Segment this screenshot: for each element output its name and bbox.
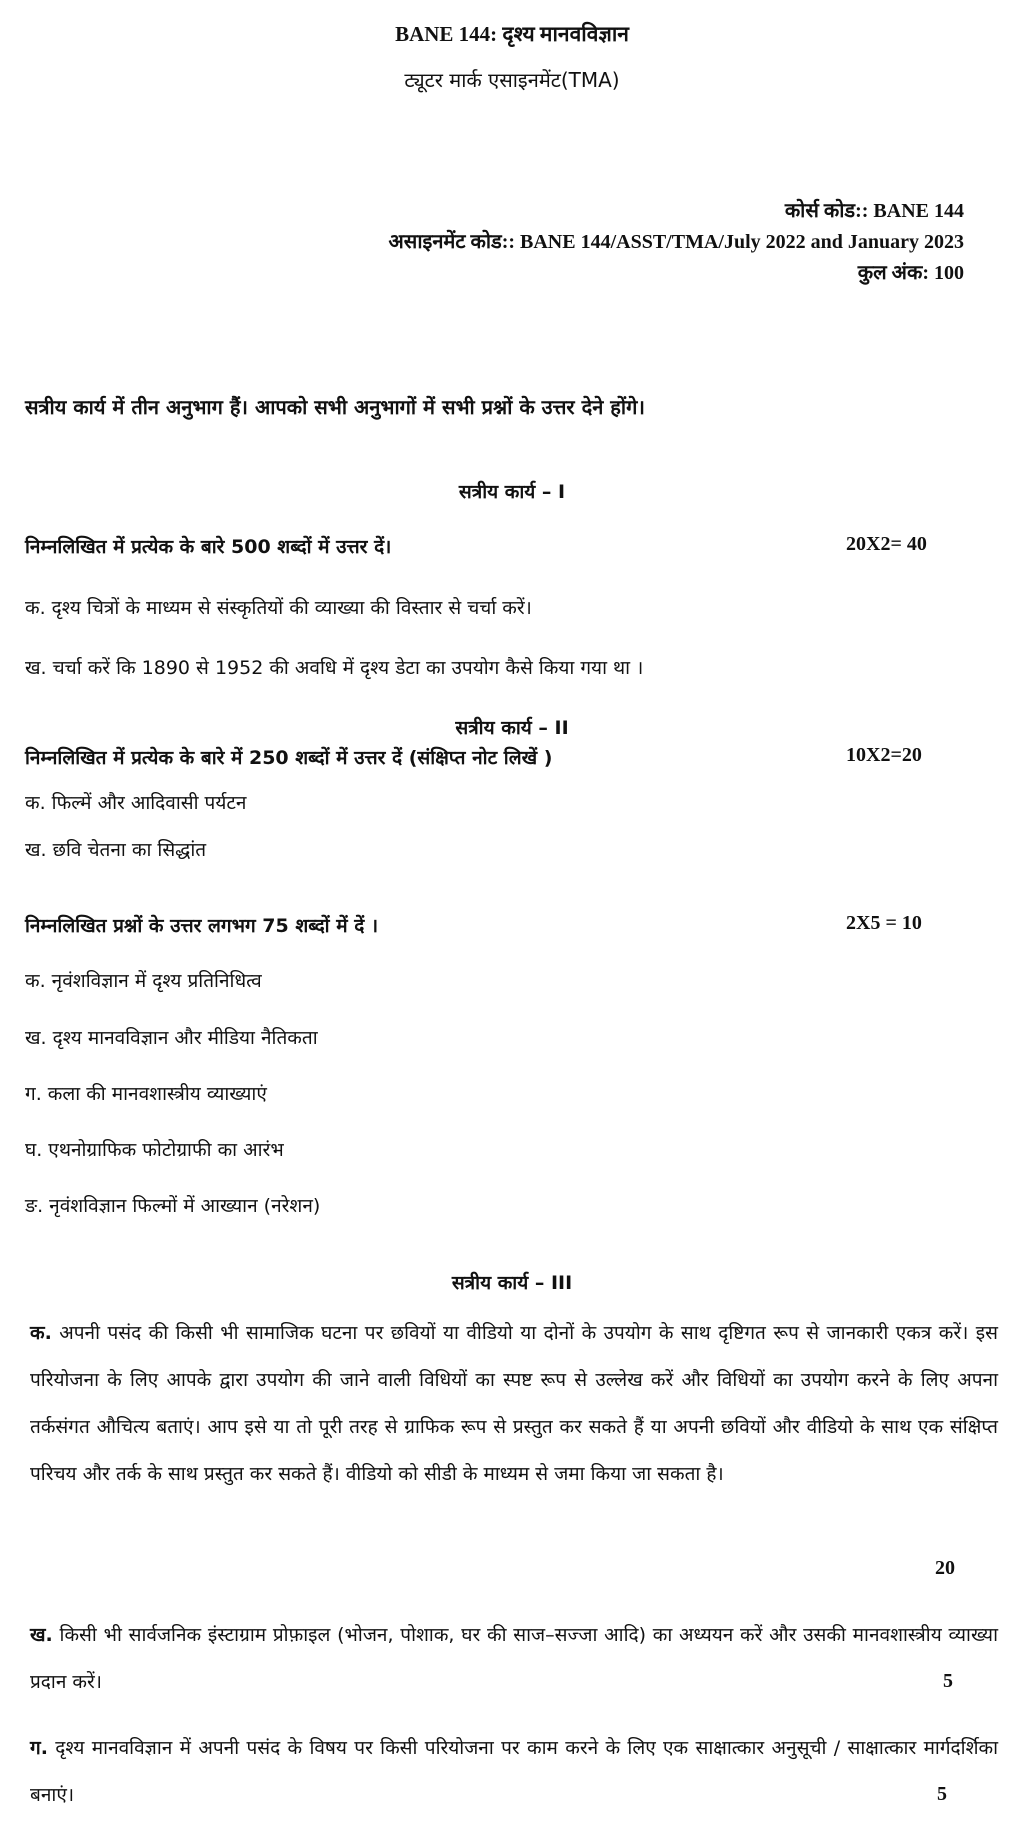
section-3-question-b-marks: 5	[943, 1670, 953, 1692]
section-2-short-question-e: ङ. नृवंशविज्ञान फिल्मों में आख्यान (नरेशन)	[25, 1195, 321, 1217]
question-label: ख.	[30, 1624, 53, 1646]
course-code: कोर्स कोड:: BANE 144	[784, 200, 964, 222]
section-3-heading: सत्रीय कार्य – III	[451, 1272, 573, 1294]
section-1-heading: सत्रीय कार्य – I	[458, 481, 566, 503]
section-2-short-instruction: निम्नलिखित प्रश्नों के उत्तर लगभग 75 शब्दों में दें ।	[25, 915, 379, 937]
section-2-short-marks: 2X5 = 10	[846, 912, 922, 934]
intro-instruction: सत्रीय कार्य में तीन अनुभाग हैं। आपको सभी अनुभागों में सभी प्रश्नों के उत्तर देने होंगे।	[25, 395, 645, 419]
section-1-instruction: निम्नलिखित में प्रत्येक के बारे 500 शब्दों में उत्तर दें।	[25, 536, 392, 558]
document-subtitle: ट्यूटर मार्क एसाइनमेंट(TMA)	[404, 68, 620, 92]
document-title: BANE 144: दृश्य मानवविज्ञान	[395, 22, 629, 46]
section-2-short-question-c: ग. कला की मानवशास्त्रीय व्याख्याएं	[25, 1083, 267, 1105]
section-3-question-a	[30, 1310, 998, 1498]
question-label: क.	[30, 1322, 52, 1344]
section-1-question-a: क. दृश्य चित्रों के माध्यम से संस्कृतियों की व्याख्या की विस्तार से चर्चा करें।	[25, 597, 532, 619]
section-3-question-c-marks: 5	[937, 1783, 947, 1805]
section-2-short-question-a: क. नृवंशविज्ञान में दृश्य प्रतिनिधित्व	[25, 970, 262, 992]
question-label: ग.	[30, 1737, 48, 1759]
section-2-instruction: निम्नलिखित में प्रत्येक के बारे में 250 शब्दों में उत्तर दें (संक्षिप्त नोट लिखें )	[25, 747, 553, 769]
section-2-marks: 10X2=20	[846, 744, 922, 766]
section-2-question-b: ख. छवि चेतना का सिद्धांत	[25, 839, 207, 861]
section-3-question-b	[30, 1612, 998, 1706]
total-marks: कुल अंक: 100	[857, 262, 964, 284]
section-1-question-b: ख. चर्चा करें कि 1890 से 1952 की अवधि में दृश्य डेटा का उपयोग कैसे किया गया था ।	[25, 657, 644, 679]
section-3-question-a-marks: 20	[935, 1557, 955, 1579]
section-2-short-question-b: ख. दृश्य मानवविज्ञान और मीडिया नैतिकता	[25, 1027, 318, 1049]
section-2-heading: सत्रीय कार्य – II	[455, 717, 569, 739]
section-1-marks: 20X2= 40	[846, 533, 927, 555]
section-3-question-c	[30, 1725, 998, 1819]
assignment-code: असाइनमेंट कोड:: BANE 144/ASST/TMA/July 2022 and January 2023	[388, 231, 964, 253]
section-2-question-a: क. फिल्में और आदिवासी पर्यटन	[25, 792, 247, 814]
section-2-short-question-d: घ. एथनोग्राफिक फोटोग्राफी का आरंभ	[25, 1139, 284, 1161]
question-text: दृश्य मानवविज्ञान में अपनी पसंद के विषय पर किसी परियोजना पर काम करने के लिए एक साक्षात्कार अनुसूची / साक्षात्कार मार्गदर्शिका बनाएं।	[30, 1737, 998, 1806]
question-text: किसी भी सार्वजनिक इंस्टाग्राम प्रोफ़ाइल (भोजन, पोशाक, घर की साज–सज्जा आदि) का अध्ययन करें और उसकी मानवशास्त्रीय व्याख्या प्रदान करें।	[30, 1624, 998, 1693]
question-text: अपनी पसंद की किसी भी सामाजिक घटना पर छवियों या वीडियो या दोनों के उपयोग के साथ दृष्टिगत रूप से जानकारी एकत्र करें। इस परियोजना के लिए आपके द्वारा उपयोग की जाने वाली विधियों का स्पष्ट रूप से उल्लेख करें और विधियों का उपयोग करने के लिए अपना तर्कसंगत औचित्य बताएं। आप इसे या तो पूरी तरह से ग्राफिक रूप से प्रस्तुत कर सकते हैं या अपनी छवियों और वीडियो के साथ एक संक्षिप्त परिचय और तर्क के साथ प्रस्तुत कर सकते हैं। वीडियो को सीडी के माध्यम से जमा किया जा सकता है।	[30, 1322, 998, 1485]
